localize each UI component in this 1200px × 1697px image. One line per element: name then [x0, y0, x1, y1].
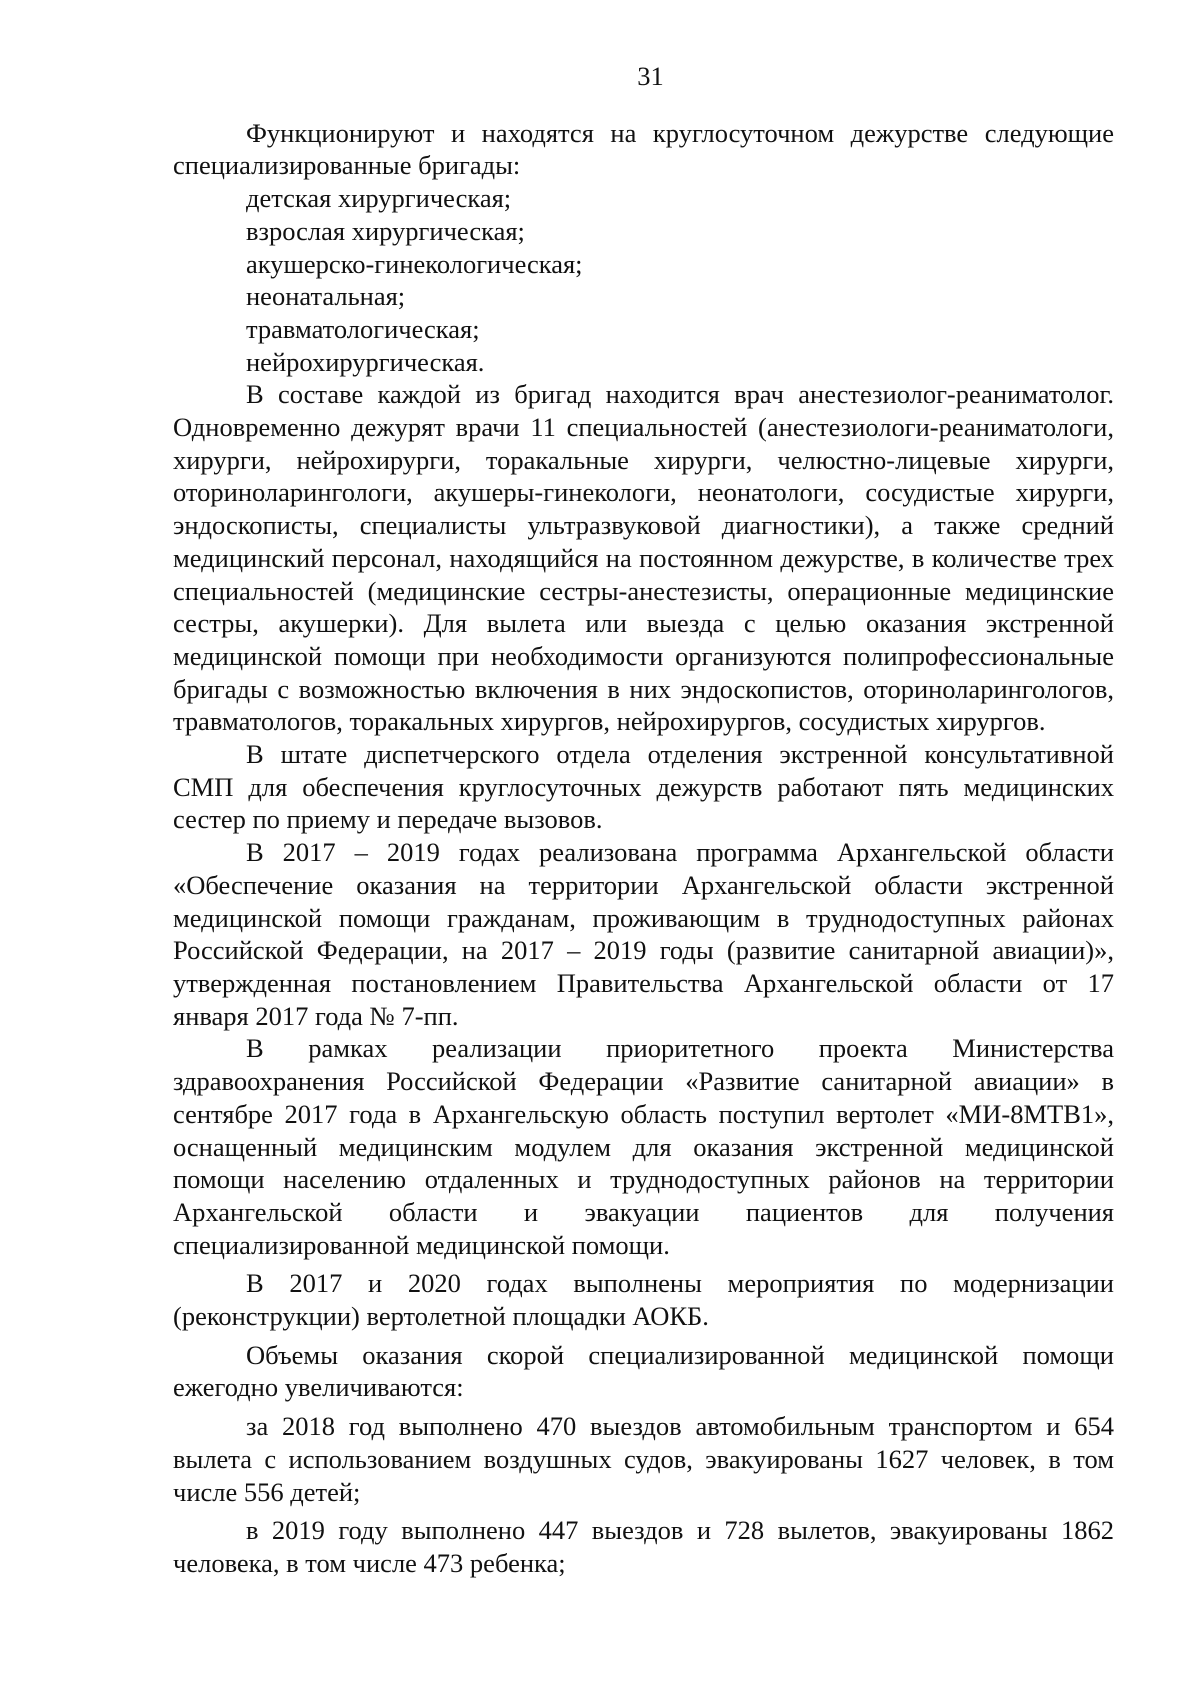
page-number: 31	[637, 61, 664, 91]
list-item: детская хирургическая;	[246, 183, 512, 214]
paragraph-anesthesiologist: В составе каждой из бригад находится врач анестезиолог-реаниматолог. Одновременно дежурят врачи 11 специальностей (анестезиологи-реаниматологи, хирурги, нейрохирурги, торакальные хирурги, челюстно-лицевые хирурги, оториноларингологи, акушеры-гинекологи, неонатологи, сосудистые хирурги, эндоскописты, специалисты ультразвуковой диагностики), а также средний медицинский персонал, находящийся на постоянном дежурстве, в количестве трех специальностей (медицинские сестры-анестезисты, операционные медицинские сестры, акушерки). Для вылета или выезда с целью оказания экстренной медицинской помощи при необходимости организуются полипрофессиональные бригады с возможностью включения в них эндоскопистов, оториноларингологов, травматологов, торакальных хирургов, нейрохирургов, сосудистых хирургов.	[173, 379, 1114, 737]
paragraph-program: В 2017 – 2019 годах реализована программа Архангельской области «Обеспечение оказания на территории Архангельской области экстренной медицинской помощи гражданам, проживающим в труднодоступных районах Российской Федерации, на 2017 – 2019 годы (развитие санитарной авиации)», утвержденная постановлением Правительства Архангельской области от 17 января 2017 года № 7-пп.	[173, 837, 1114, 1031]
paragraph-helipad: В 2017 и 2020 годах выполнены мероприятия по модернизации (реконструкции) вертолетной площадки АОКБ.	[173, 1268, 1114, 1332]
paragraph-dispatch: В штате диспетчерского отдела отделения экстренной консультативной СМП для обеспечения круглосуточных дежурств работают пять медицинских сестер по приему и передаче вызовов.	[173, 739, 1114, 835]
list-item: нейрохирургическая.	[246, 346, 485, 377]
list-item: неонатальная;	[246, 281, 406, 312]
paragraph-2018: за 2018 год выполнено 470 выездов автомобильным транспортом и 654 вылета с использованием воздушных судов, эвакуированы 1627 человек, в том числе 556 детей;	[173, 1411, 1114, 1507]
brigade-list	[173, 182, 1114, 378]
paragraph-volumes: Объемы оказания скорой специализированной медицинской помощи ежегодно увеличиваются:	[173, 1339, 1114, 1403]
list-item: акушерско-гинекологическая;	[246, 248, 583, 279]
paragraph-helicopter: В рамках реализации приоритетного проекта Министерства здравоохранения Российской Федерации «Развитие санитарной авиации» в сентябре 2017 года в Архангельскую область поступил вертолет «МИ-8МТВ1», оснащенный медицинским модулем для оказания экстренной медицинской помощи населению отдаленных и труднодоступных районов на территории Архангельской области и эвакуации пациентов для получения специализированной медицинской помощи.	[173, 1033, 1114, 1260]
list-item: травматологическая;	[246, 313, 480, 344]
paragraph-2019: в 2019 году выполнено 447 выездов и 728 вылетов, эвакуированы 1862 человека, в том числе 473 ребенка;	[173, 1515, 1114, 1578]
intro-paragraph: Функционируют и находятся на круглосуточном дежурстве следующие специализированные бригады:	[173, 117, 1114, 181]
list-item: взрослая хирургическая;	[246, 215, 525, 246]
